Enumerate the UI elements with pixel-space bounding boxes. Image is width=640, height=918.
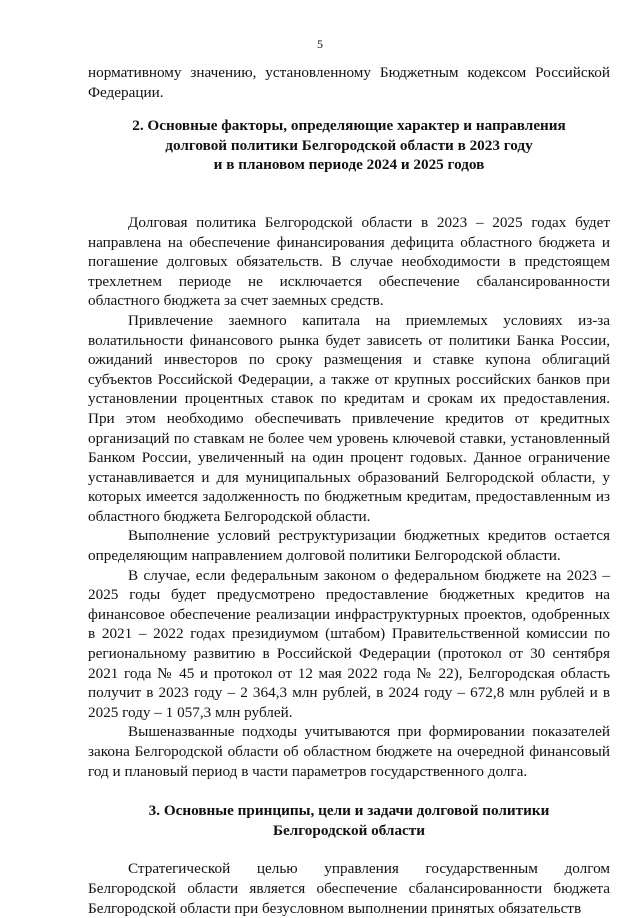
section-2-paragraph: Вышеназванные подходы учитываются при формировании показателей закона Белгородской области об областном бюджете на очередной финансовый год и плановый период в части параметров государственного долга.	[88, 723, 610, 780]
section-3-heading	[88, 801, 610, 840]
section-2-paragraph: Привлечение заемного капитала на приемлемых условиях из-за волатильности финансового рынка будет зависеть от политики Банка России, ожиданий инвесторов по сроку размещения и ставке купона облигаций субъектов Российской Федерации, а также от крупных российских банков при установлении процентных ставок по кредитам и срокам их предоставления. При этом необходимо обеспечивать привлечение кредитов от кредитных организаций по ставкам не более чем уровень ключевой ставки, установленный Банком России, увеличенный на один процент годовых. Данное ограничение устанавливается и для муниципальных образований Белгородской области, у которых имеется задолженность по бюджетным кредитам, предоставленным из областного бюджета Белгородской области.	[88, 311, 610, 525]
section-2-paragraph: Выполнение условий реструктуризации бюджетных кредитов остается определяющим направлением долговой политики Белгородской области.	[88, 527, 610, 565]
document-body	[88, 63, 610, 918]
section-2-heading-line: и в плановом периоде 2024 и 2025 годов	[213, 156, 485, 174]
section-3-heading-line: 3. Основные принципы, цели и задачи долговой политики	[148, 802, 550, 820]
section-2-heading-line: 2. Основные факторы, определяющие характер и направления	[132, 117, 566, 135]
section-3-heading-line: Белгородской области	[272, 821, 425, 839]
section-2-paragraph: В случае, если федеральным законом о федеральном бюджете на 2023 – 2025 годы будет предусмотрено предоставление бюджетных кредитов на финансовое обеспечение реализации инфраструктурных проектов, одобренных в 2021 – 2022 годах президиумом (штабом) Правительственной комиссии по региональному развитию в Российской Федерации (протокол от 30 сентября 2021 года № 45 и протокол от 12 мая 2022 года № 22), Белгородская область получит в 2023 году – 2 364,3 млн рублей, в 2024 году – 672,8 млн рублей и в 2025 году – 1 057,3 млн рублей.	[88, 566, 610, 721]
section-2-heading-line: долговой политики Белгородской области в 2023 году	[165, 136, 533, 154]
page-number: 5	[317, 37, 323, 51]
section-3-paragraph: Стратегической целью управления государственным долгом Белгородской области является обеспечение сбалансированности бюджета Белгородской области при безусловном выполнении принятых обязательств	[88, 860, 610, 917]
section-2-paragraph: Долговая политика Белгородской области в 2023 – 2025 годах будет направлена на обеспечение финансирования дефицита областного бюджета и погашение долговых обязательств. В случае необходимости в предстоящем трехлетнем периоде не исключается обеспечение сбалансированности областного бюджета за счет заемных средств.	[88, 213, 610, 310]
intro-paragraph: нормативному значению, установленному Бюджетным кодексом Российской Федерации.	[88, 64, 610, 101]
section-2-heading	[88, 116, 610, 175]
